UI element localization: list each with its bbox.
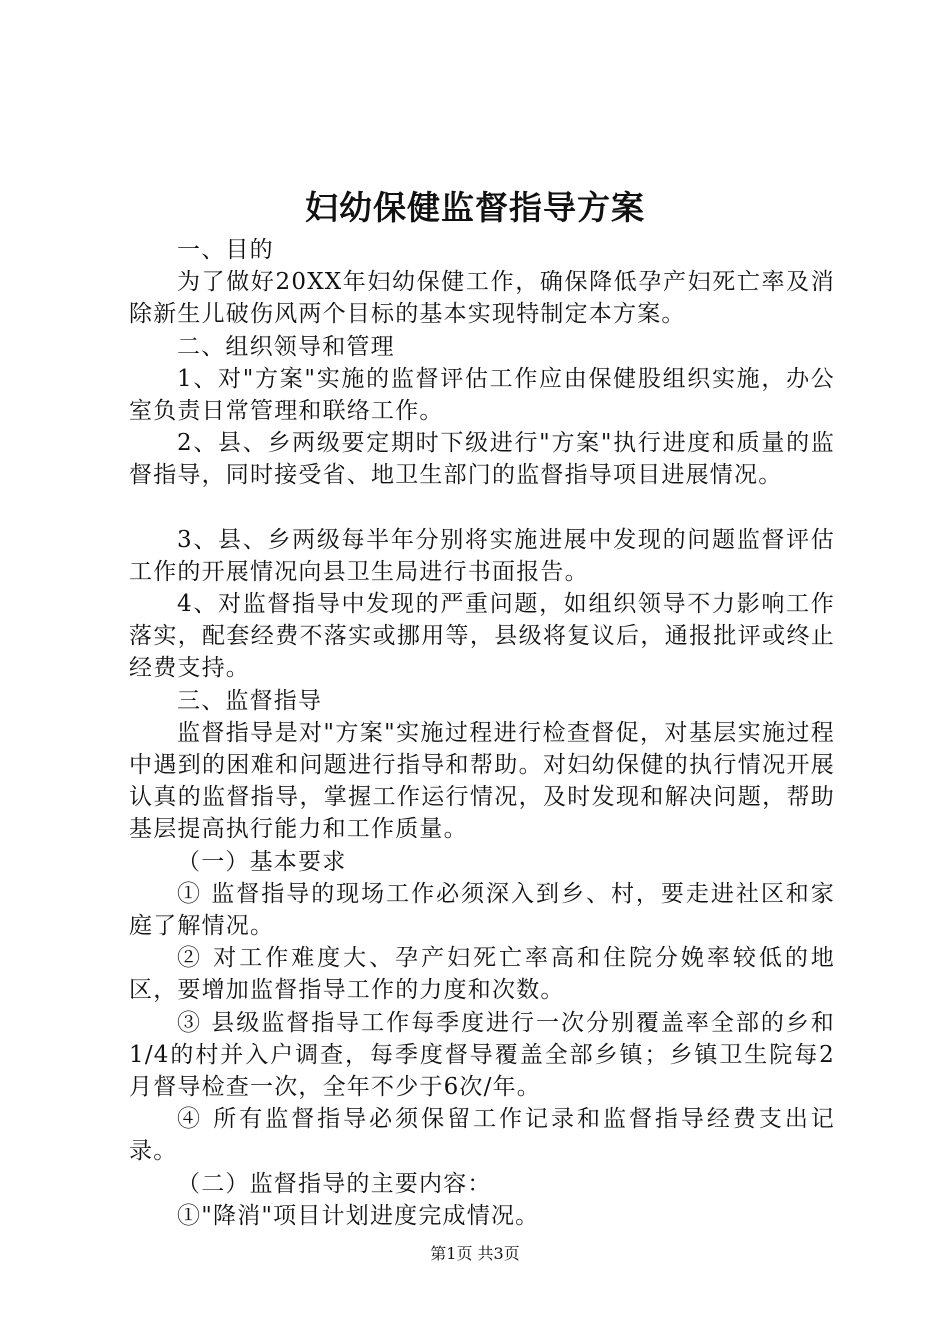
document-title: 妇幼保健监督指导方案 <box>305 188 645 227</box>
paragraph-purpose: 为了做好20XX年妇幼保健工作，确保降低孕产妇死亡率及消除新生儿破伤风两个目标的基本实现特制定本方案。 <box>129 269 835 328</box>
paragraph-org-item-4: 4、对监督指导中发现的严重问题，如组织领导不力影响工作落实，配套经费不落实或挪用等，县级将复议后，通报批评或终止经费支持。 <box>129 591 835 682</box>
section-heading-organization: 二、组织领导和管理 <box>177 333 395 360</box>
paragraph-content-item-1: ①"降消"项目计划进度完成情况。 <box>177 1202 540 1229</box>
document-body <box>129 234 835 1232</box>
paragraph-supervision-intro: 监督指导是对"方案"实施过程进行检查督促，对基层实施过程中遇到的困难和问题进行指导和帮助。对妇幼保健的执行情况开展认真的监督指导，掌握工作运行情况，及时发现和解决问题，帮助基层提高执行能力和工作质量。 <box>129 719 835 843</box>
paragraph-org-item-3: 3、县、乡两级每半年分别将实施进展中发现的问题监督评估工作的开展情况向县卫生局进行书面报告。 <box>129 526 835 585</box>
paragraph-org-item-1: 1、对"方案"实施的监督评估工作应由保健股组织实施，办公室负责日常管理和联络工作。 <box>129 365 835 425</box>
paragraph-requirement-3: ③ 县级监督指导工作每季度进行一次分别覆盖率全部的乡和1/4的村并入户调查，每季度督导覆盖全部乡镇；乡镇卫生院每2月督导检查一次，全年不少于6次/年。 <box>129 1009 835 1101</box>
subsection-heading-basic-requirements: （一）基本要求 <box>177 848 347 875</box>
page-number-footer: 第1页 共3页 <box>430 1244 520 1263</box>
section-heading-purpose: 一、目的 <box>177 237 274 263</box>
paragraph-requirement-4: ④ 所有监督指导必须保留工作记录和监督指导经费支出记录。 <box>129 1106 835 1165</box>
paragraph-requirement-2: ② 对工作难度大、孕产妇死亡率高和住院分娩率较低的地区，要增加监督指导工作的力度和次数。 <box>129 945 835 1004</box>
section-heading-supervision: 三、监督指导 <box>177 687 323 714</box>
paragraph-org-item-2: 2、县、乡两级要定期时下级进行"方案"执行进度和质量的监督指导，同时接受省、地卫生部门的监督指导项目进展情况。 <box>129 430 835 489</box>
paragraph-requirement-1: ① 监督指导的现场工作必须深入到乡、村，要走进社区和家庭了解情况。 <box>129 880 835 940</box>
subsection-heading-main-content: （二）监督指导的主要内容： <box>177 1170 492 1197</box>
